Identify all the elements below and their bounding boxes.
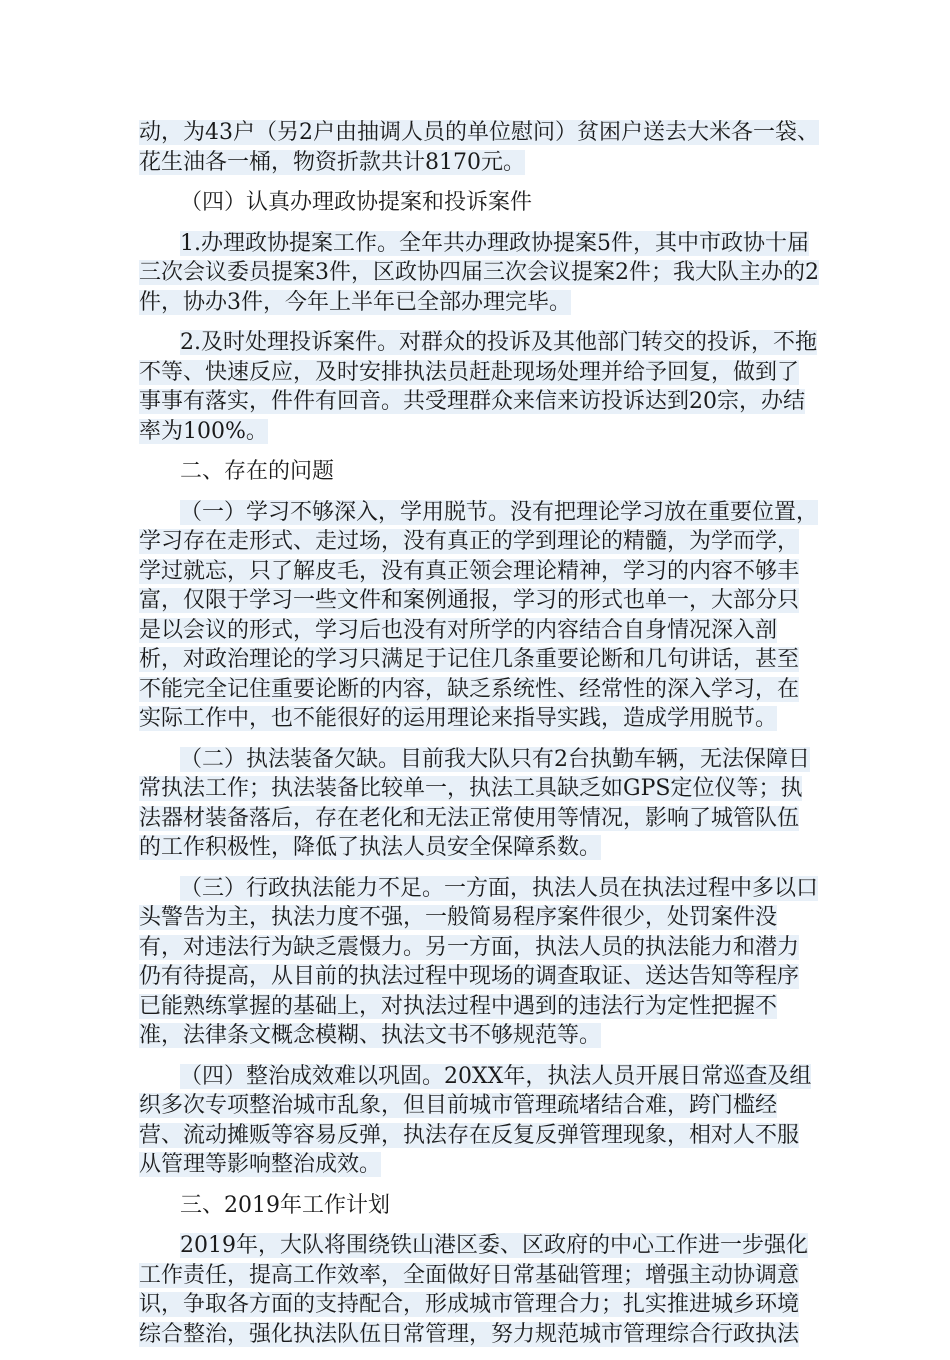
paragraph-text: （一）学习不够深入，学用脱节。没有把理论学习放在重要位置，学习存在走形式、走过场，没有真正的学到理论的精髓，为学而学，学过就忘，只了解皮毛，没有真正领会理论精神，学习的内容不够丰富，仅限于学习一些文件和案例通报，学习的形式也单一，大部分只是以会议的形式，学习后也没有对所学的内容结合自身情况深入剖析，对政治理论的学习只满足于记住几条重要论断和几句讲话，甚至不能完全记住重要论断的内容，缺乏系统性、经常性的深入学习，在实际工作中，也不能很好的运用理论来指导实践，造成学用脱节。 [139, 499, 819, 731]
section-heading-problems [139, 457, 819, 487]
paragraph-problem-2 [139, 745, 819, 863]
section-heading-4 [139, 188, 819, 218]
paragraph-problem-4 [139, 1062, 819, 1180]
paragraph-problem-1 [139, 498, 819, 734]
paragraph-text: 2019年，大队将围绕铁山港区委、区政府的中心工作进一步强化工作责任，提高工作效率，全面做好日常基础管理；增强主动协调意识，争取各方面的支持配合，形成城市管理合力；扎实推进城乡环境综合整治，强化执法队伍日常管理，努力规范城市管理综合行政执法 [139, 1233, 808, 1347]
heading-text: （四）认真办理政协提案和投诉案件 [180, 190, 533, 215]
paragraph-problem-3 [139, 874, 819, 1051]
paragraph-plan [139, 1231, 819, 1349]
paragraph-text: 1.办理政协提案工作。全年共办理政协提案5件，其中市政协十届三次会议委员提案3件，区政协四届三次会议提案2件；我大队主办的2件，协办3件，今年上半年已全部办理完毕。 [139, 230, 819, 315]
paragraph-complaints [139, 328, 819, 446]
paragraph-text: （二）执法装备欠缺。目前我大队只有2台执勤车辆，无法保障日常执法工作；执法装备比较单一，执法工具缺乏如GPS定位仪等；执法器材装备落后，存在老化和无法正常使用等情况，影响了城管队伍的工作积极性，降低了执法人员安全保障系数。 [139, 746, 810, 860]
document-page [139, 118, 819, 1360]
section-heading-plan [139, 1191, 819, 1221]
heading-text: 三、2019年工作计划 [180, 1192, 390, 1218]
paragraph-text: （四）整治成效难以巩固。20XX年，执法人员开展日常巡查及组织多次专项整治城市乱象，但目前城市管理疏堵结合难，跨门槛经营、流动摊贩等容易反弹，执法存在反复反弹管理现象，相对人不服从管理等影响整治成效。 [139, 1063, 812, 1177]
paragraph-text: 动，为43户（另2户由抽调人员的单位慰问）贫困户送去大米各一袋、花生油各一桶，物资折款共计8170元。 [139, 120, 819, 175]
heading-text: 二、存在的问题 [180, 459, 335, 484]
paragraph-proposals [139, 229, 819, 318]
paragraph-text: 2.及时处理投诉案件。对群众的投诉及其他部门转交的投诉，不拖不等、快速反应，及时安排执法员赶赴现场处理并给予回复，做到了事事有落实，件件有回音。共受理群众来信来访投诉达到20宗，办结率为100%。 [139, 330, 817, 444]
paragraph-text: （三）行政执法能力不足。一方面，执法人员在执法过程中多以口头警告为主，执法力度不强，一般简易程序案件很少，处罚案件没有，对违法行为缺乏震慑力。另一方面，执法人员的执法能力和潜力仍有待提高，从目前的执法过程中现场的调查取证、送达告知等程序已能熟练掌握的基础上，对执法过程中遇到的违法行为定性把握不准，法律条文概念模糊、执法文书不够规范等。 [139, 875, 819, 1048]
paragraph-continued [139, 118, 819, 177]
